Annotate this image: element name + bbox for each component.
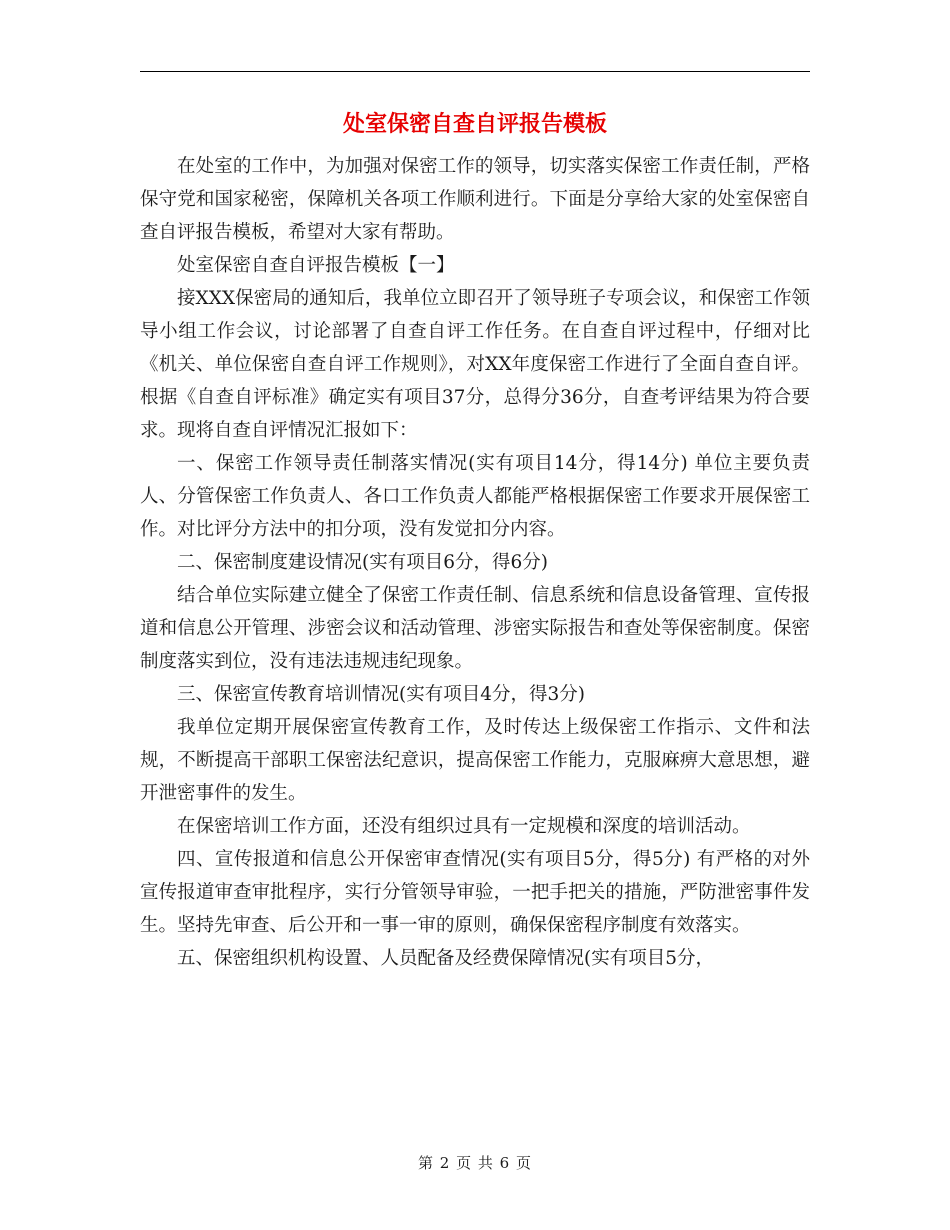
paragraph-template-heading: 处室保密自查自评报告模板【一】: [177, 255, 455, 276]
paragraph-section-3-body: 我单位定期开展保密宣传教育工作，及时传达上级保密工作指示、文件和法规，不断提高干部职工保密法纪意识，提高保密工作能力，克服麻痹大意思想，避开泄密事件的发生。: [140, 717, 810, 804]
paragraph-section-3-training: 在保密培训工作方面，还没有组织过具有一定规模和深度的培训活动。: [177, 816, 751, 837]
document-body: [140, 150, 810, 975]
paragraph-section-2-heading: 二、保密制度建设情况(实有项目6分，得6分): [177, 552, 548, 573]
paragraph-intro: 在处室的工作中，为加强对保密工作的领导，切实落实保密工作责任制，严格保守党和国家秘密，保障机关各项工作顺利进行。下面是分享给大家的处室保密自查自评报告模板，希望对大家有帮助。: [140, 156, 810, 243]
document-title: 处室保密自查自评报告模板: [342, 111, 607, 137]
page-indicator: 第 2 页 共 6 页: [418, 1154, 532, 1172]
paragraph-section-5-heading: 五、保密组织机构设置、人员配备及经费保障情况(实有项目5分，: [177, 948, 714, 969]
paragraph-notice: 接XXX保密局的通知后，我单位立即召开了领导班子专项会议，和保密工作领导小组工作会议，讨论部署了自查自评工作任务。在自查自评过程中，仔细对比《机关、单位保密自查自评工作规则》，对XX年度保密工作进行了全面自查自评。根据《自查自评标准》确定实有项目37分，总得分36分，自查考评结果为符合要求。现将自查自评情况汇报如下：: [140, 288, 810, 441]
header-rule: [140, 71, 810, 72]
paragraph-section-2-body: 结合单位实际建立健全了保密工作责任制、信息系统和信息设备管理、宣传报道和信息公开管理、涉密会议和活动管理、涉密实际报告和查处等保密制度。保密制度落实到位，没有违法违规违纪现象。: [140, 585, 810, 672]
paragraph-section-1: 一、保密工作领导责任制落实情况(实有项目14分，得14分) 单位主要负责人、分管保密工作负责人、各口工作负责人都能严格根据保密工作要求开展保密工作。对比评分方法中的扣分项，没有发觉扣分内容。: [140, 453, 810, 540]
paragraph-section-4: 四、宣传报道和信息公开保密审查情况(实有项目5分，得5分) 有严格的对外宣传报道审查审批程序，实行分管领导审验，一把手把关的措施，严防泄密事件发生。坚持先审查、后公开和一事一审的原则，确保保密程序制度有效落实。: [140, 849, 810, 936]
paragraph-section-3-heading: 三、保密宣传教育培训情况(实有项目4分，得3分): [177, 684, 585, 705]
